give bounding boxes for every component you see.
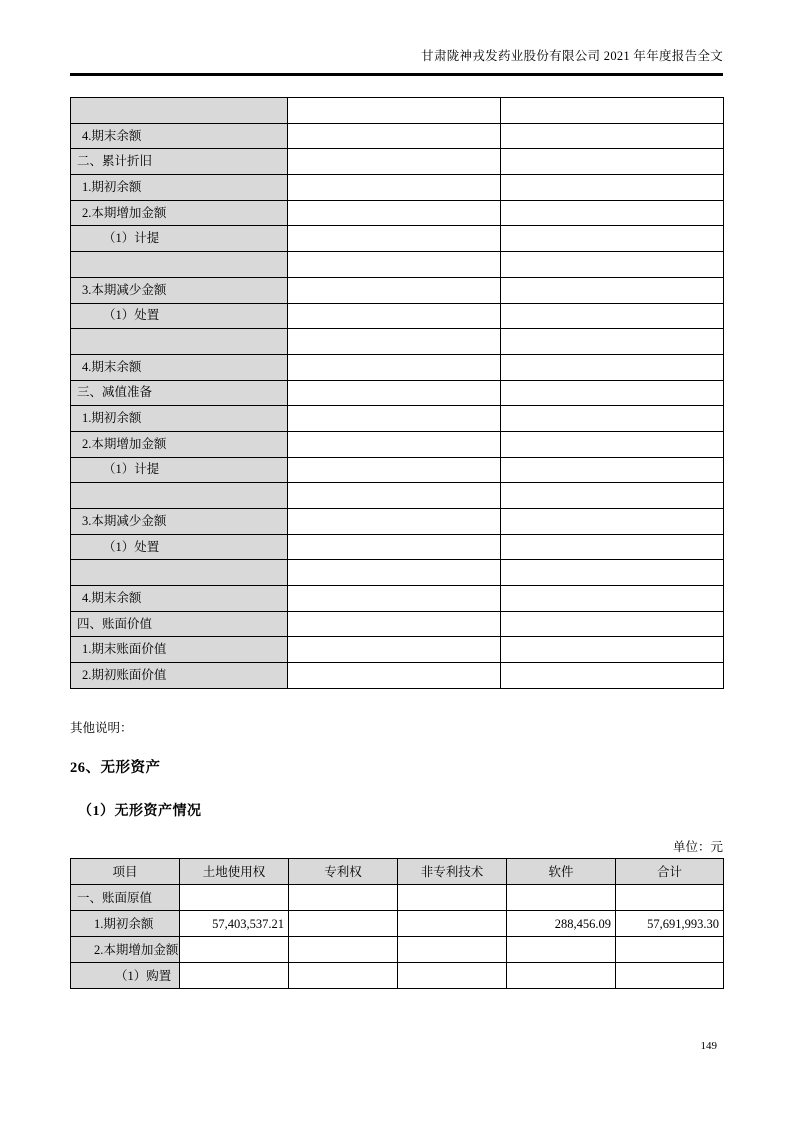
- value-cell: [288, 329, 501, 355]
- table-row: [71, 200, 724, 226]
- value-cell: [288, 252, 501, 278]
- value-cell: [288, 149, 501, 175]
- value-cell: [288, 586, 501, 612]
- value-cell: [501, 98, 724, 124]
- value-cell: [288, 483, 501, 509]
- row-label-cell: 1.期初余额: [71, 175, 288, 201]
- row-label-cell: 2.本期增加金额: [71, 200, 288, 226]
- row-label-cell: 2.期初账面价值: [71, 663, 288, 689]
- page-number: 149: [700, 1040, 717, 1052]
- column-header: 软件: [507, 859, 616, 885]
- value-cell: [288, 277, 501, 303]
- value-cell: [616, 885, 724, 911]
- value-cell: [501, 534, 724, 560]
- value-cell: [501, 406, 724, 432]
- table-row: [71, 963, 724, 989]
- value-cell: [501, 586, 724, 612]
- intangible-header-row: [71, 859, 724, 885]
- value-cell: [501, 303, 724, 329]
- column-header: 非专利技术: [398, 859, 507, 885]
- table-row: [71, 534, 724, 560]
- row-label-cell: 4.期末余额: [71, 123, 288, 149]
- value-cell: [501, 354, 724, 380]
- header-divider: [70, 73, 723, 76]
- table-row: [71, 252, 724, 278]
- row-label-cell: [71, 252, 288, 278]
- value-cell: [288, 226, 501, 252]
- value-cell: [180, 963, 289, 989]
- value-cell: [501, 252, 724, 278]
- value-cell: 288,456.09: [507, 911, 616, 937]
- value-cell: [501, 663, 724, 689]
- row-label-cell: （1）处置: [71, 534, 288, 560]
- value-cell: [501, 560, 724, 586]
- table-row: [71, 380, 724, 406]
- value-cell: [289, 937, 398, 963]
- value-cell: [289, 963, 398, 989]
- value-cell: [288, 98, 501, 124]
- row-label-cell: 三、减值准备: [71, 380, 288, 406]
- table-row: [71, 149, 724, 175]
- value-cell: [288, 663, 501, 689]
- table-row: [71, 586, 724, 612]
- value-cell: [288, 611, 501, 637]
- table-row: [71, 431, 724, 457]
- table-row: [71, 303, 724, 329]
- table-row: [71, 123, 724, 149]
- value-cell: [501, 200, 724, 226]
- value-cell: [501, 509, 724, 535]
- value-cell: [501, 149, 724, 175]
- row-label-cell: 二、累计折旧: [71, 149, 288, 175]
- row-label-cell: 4.期末余额: [71, 354, 288, 380]
- value-cell: [288, 534, 501, 560]
- value-cell: [288, 200, 501, 226]
- row-label-cell: [71, 98, 288, 124]
- table-row: [71, 329, 724, 355]
- value-cell: [501, 611, 724, 637]
- other-notes-label: 其他说明：: [70, 721, 133, 735]
- value-cell: 57,691,993.30: [616, 911, 724, 937]
- value-cell: [501, 380, 724, 406]
- row-label-cell: （1）计提: [71, 226, 288, 252]
- value-cell: [501, 175, 724, 201]
- table-row: [71, 663, 724, 689]
- value-cell: [180, 937, 289, 963]
- table-row: [71, 226, 724, 252]
- value-cell: [398, 911, 507, 937]
- table-row: [71, 354, 724, 380]
- row-label-cell: 一、账面原值: [71, 885, 180, 911]
- intangible-table-body: [71, 885, 724, 989]
- row-label-cell: （1）购置: [71, 963, 180, 989]
- value-cell: [501, 457, 724, 483]
- section-title: 26、无形资产: [70, 760, 161, 776]
- column-header: 项目: [71, 859, 180, 885]
- value-cell: [288, 637, 501, 663]
- row-label-cell: 2.本期增加金额: [71, 937, 180, 963]
- value-cell: [501, 226, 724, 252]
- value-cell: [288, 303, 501, 329]
- row-label-cell: [71, 560, 288, 586]
- value-cell: [288, 560, 501, 586]
- row-label-cell: [71, 483, 288, 509]
- value-cell: 57,403,537.21: [180, 911, 289, 937]
- value-cell: [616, 963, 724, 989]
- value-cell: [507, 885, 616, 911]
- table-row: [71, 457, 724, 483]
- value-cell: [501, 637, 724, 663]
- row-label-cell: 3.本期减少金额: [71, 509, 288, 535]
- value-cell: [288, 380, 501, 406]
- column-header: 合计: [616, 859, 724, 885]
- value-cell: [288, 175, 501, 201]
- row-label-cell: 1.期末账面价值: [71, 637, 288, 663]
- table-row: [71, 483, 724, 509]
- value-cell: [289, 911, 398, 937]
- value-cell: [288, 431, 501, 457]
- column-header: 土地使用权: [180, 859, 289, 885]
- page-header-title: 甘肃陇神戎发药业股份有限公司 2021 年年度报告全文: [421, 49, 723, 63]
- table-row: [71, 560, 724, 586]
- row-label-cell: 四、账面价值: [71, 611, 288, 637]
- unit-label: 单位：元: [672, 840, 723, 854]
- table-row: [71, 937, 724, 963]
- intangible-assets-table: [70, 858, 724, 989]
- column-header: 专利权: [289, 859, 398, 885]
- depreciation-table-body: [71, 98, 724, 689]
- value-cell: [180, 885, 289, 911]
- row-label-cell: 1.期初余额: [71, 911, 180, 937]
- row-label-cell: （1）计提: [71, 457, 288, 483]
- value-cell: [288, 509, 501, 535]
- table-row: [71, 277, 724, 303]
- subsection-title: （1）无形资产情况: [78, 804, 202, 819]
- value-cell: [288, 354, 501, 380]
- table-row: [71, 98, 724, 124]
- value-cell: [507, 963, 616, 989]
- depreciation-table: [70, 97, 724, 689]
- row-label-cell: 2.本期增加金额: [71, 431, 288, 457]
- table-row: [71, 406, 724, 432]
- value-cell: [501, 277, 724, 303]
- value-cell: [398, 963, 507, 989]
- row-label-cell: 1.期初余额: [71, 406, 288, 432]
- row-label-cell: 4.期末余额: [71, 586, 288, 612]
- table-row: [71, 911, 724, 937]
- value-cell: [501, 483, 724, 509]
- value-cell: [288, 457, 501, 483]
- row-label-cell: （1）处置: [71, 303, 288, 329]
- value-cell: [501, 123, 724, 149]
- value-cell: [288, 123, 501, 149]
- row-label-cell: [71, 329, 288, 355]
- value-cell: [616, 937, 724, 963]
- value-cell: [507, 937, 616, 963]
- row-label-cell: 3.本期减少金额: [71, 277, 288, 303]
- value-cell: [501, 329, 724, 355]
- table-row: [71, 637, 724, 663]
- table-row: [71, 175, 724, 201]
- value-cell: [289, 885, 398, 911]
- table-row: [71, 885, 724, 911]
- value-cell: [288, 406, 501, 432]
- value-cell: [398, 937, 507, 963]
- table-row: [71, 611, 724, 637]
- value-cell: [501, 431, 724, 457]
- value-cell: [398, 885, 507, 911]
- table-row: [71, 509, 724, 535]
